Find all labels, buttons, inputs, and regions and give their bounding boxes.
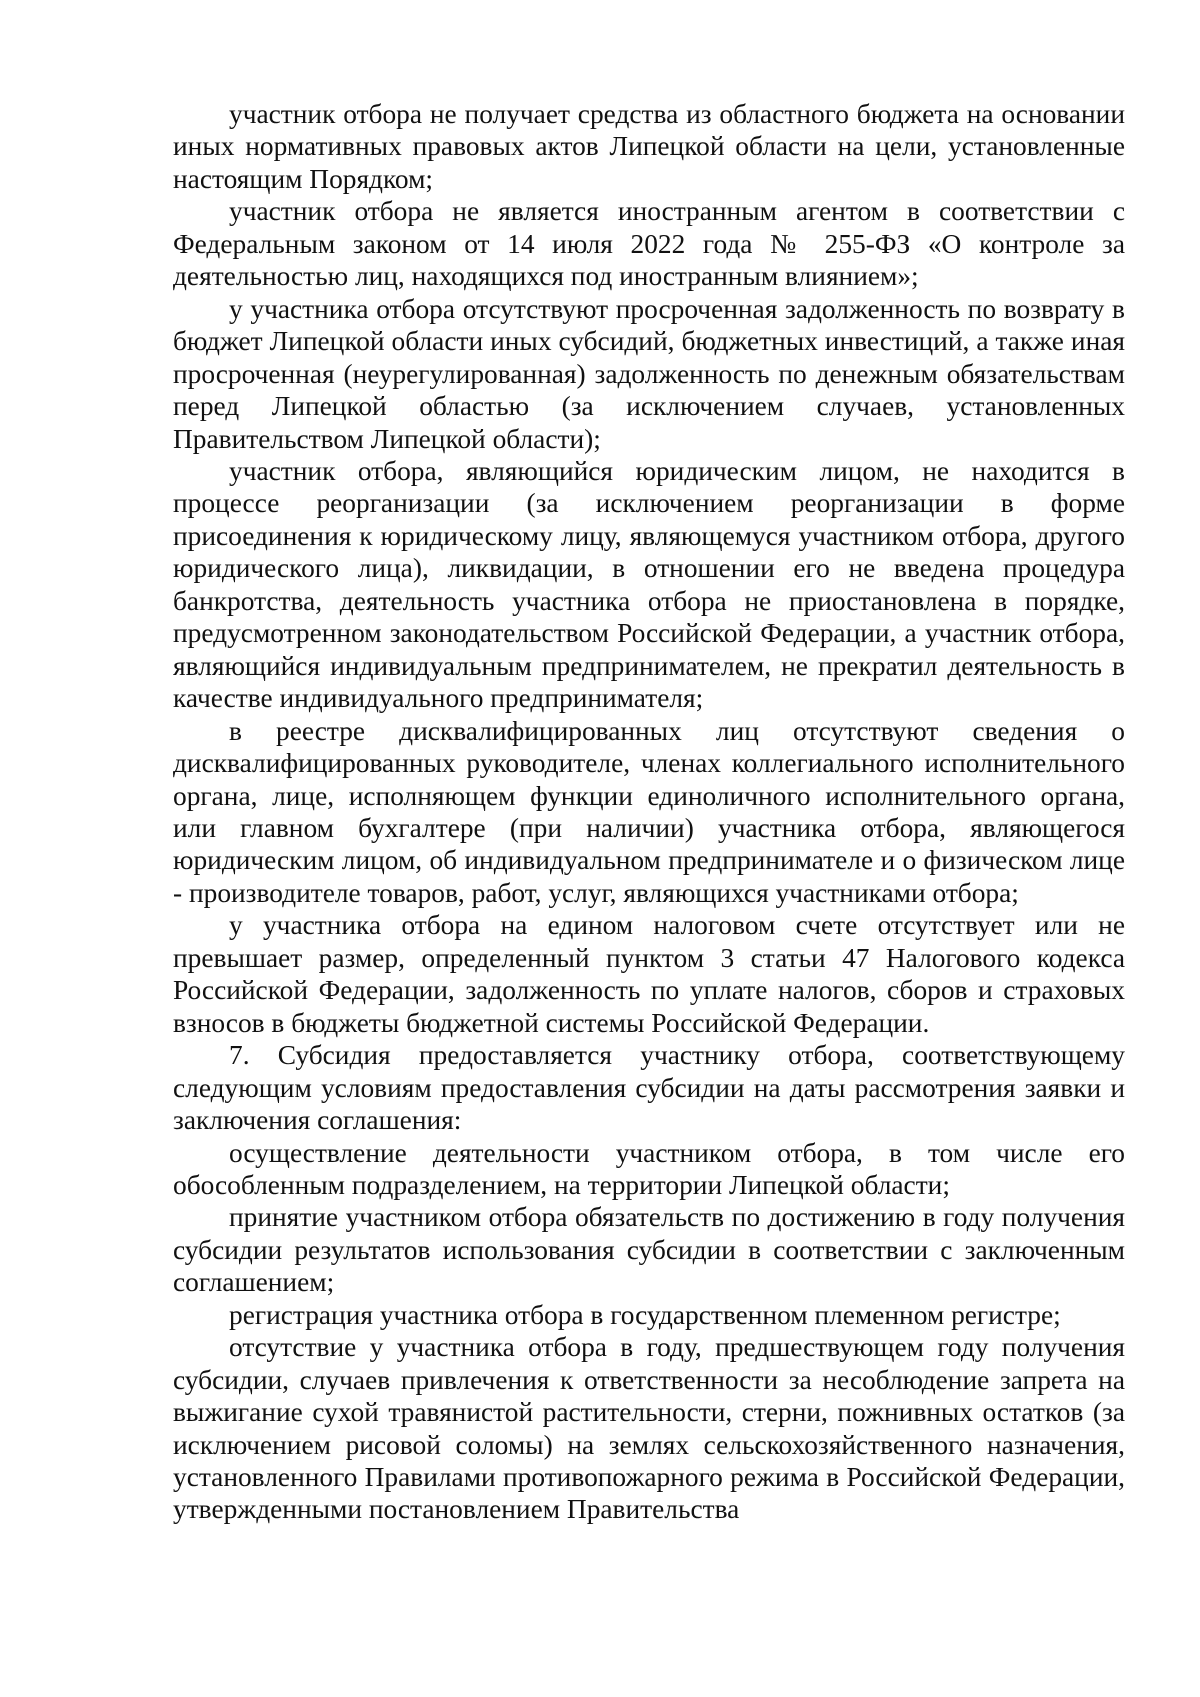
paragraph-no-burning-violations: отсутствие у участника отбора в году, предшествующем году получения субсидии, случаев привлечения к ответственности за несоблюдение запрета на выжигание сухой травянистой растительности, стерни, пожнивных остатков (за исключением рисовой соломы) на землях сельскохозяйственного назначения, установленного Правилами противопожарного режима в Российской Федерации, утвержденными постановлением Правительства: [173, 1332, 1125, 1525]
paragraph-item-7-conditions: 7. Субсидия предоставляется участнику отбора, соответствующему следующим условиям предоставления субсидии на даты рассмотрения заявки и заключения соглашения:: [173, 1040, 1125, 1136]
paragraph-tax-account-debt: у участника отбора на едином налоговом счете отсутствует или не превышает размер, определенный пунктом 3 статьи 47 Налогового кодекса Российской Федерации, задолженность по уплате налогов, сборов и страховых взносов в бюджеты бюджетной системы Российской Федерации.: [173, 910, 1125, 1038]
paragraph-not-foreign-agent: участник отбора не является иностранным агентом в соответствии с Федеральным законом от 14 июля 2022 года № 255-ФЗ «О контроле за деятельностью лиц, находящихся под иностранным влиянием»;: [173, 196, 1125, 292]
paragraph-disqualified-persons-registry: в реестре дисквалифицированных лиц отсутствуют сведения о дисквалифицированных руководителе, членах коллегиального исполнительного органа, лице, исполняющем функции единоличного исполнительного органа, или главном бухгалтере (при наличии) участника отбора, являющегося юридическим лицом, об индивидуальном предпринимателе и о физическом лице - производителе товаров, работ, услуг, являющихся участниками отбора;: [173, 715, 1125, 908]
paragraph-no-reorganization: участник отбора, являющийся юридическим лицом, не находится в процессе реорганизации (за исключением реорганизации в форме присоединения к юридическому лицу, являющемуся участником отбора, другого юридического лица), ликвидации, в отношении его не введена процедура банкротства, деятельность участника отбора не приостановлена в порядке, предусмотренном законодательством Российской Федерации, а участник отбора, являющийся индивидуальным предпринимателем, не прекратил деятельность в качестве индивидуального предпринимателя;: [173, 455, 1125, 714]
paragraph-no-overdue-debt: у участника отбора отсутствуют просроченная задолженность по возврату в бюджет Липецкой области иных субсидий, бюджетных инвестиций, а также иная просроченная (неурегулированная) задолженность по денежным обязательствам перед Липецкой областью (за исключением случаев, установленных Правительством Липецкой области);: [173, 293, 1125, 454]
paragraph-results-obligations: принятие участником отбора обязательств по достижению в году получения субсидии результатов использования субсидии в соответствии с заключенным соглашением;: [173, 1202, 1125, 1298]
paragraph-activity-in-region: осуществление деятельности участником отбора, в том числе его обособленным подразделением, на территории Липецкой области;: [173, 1137, 1125, 1200]
document-body: [173, 98, 1125, 1526]
paragraph-breeding-registry: регистрация участника отбора в государственном племенном регистре;: [229, 1299, 1061, 1330]
paragraph-no-other-budget-funds: участник отбора не получает средства из областного бюджета на основании иных нормативных правовых актов Липецкой области на цели, установленные настоящим Порядком;: [173, 99, 1125, 194]
